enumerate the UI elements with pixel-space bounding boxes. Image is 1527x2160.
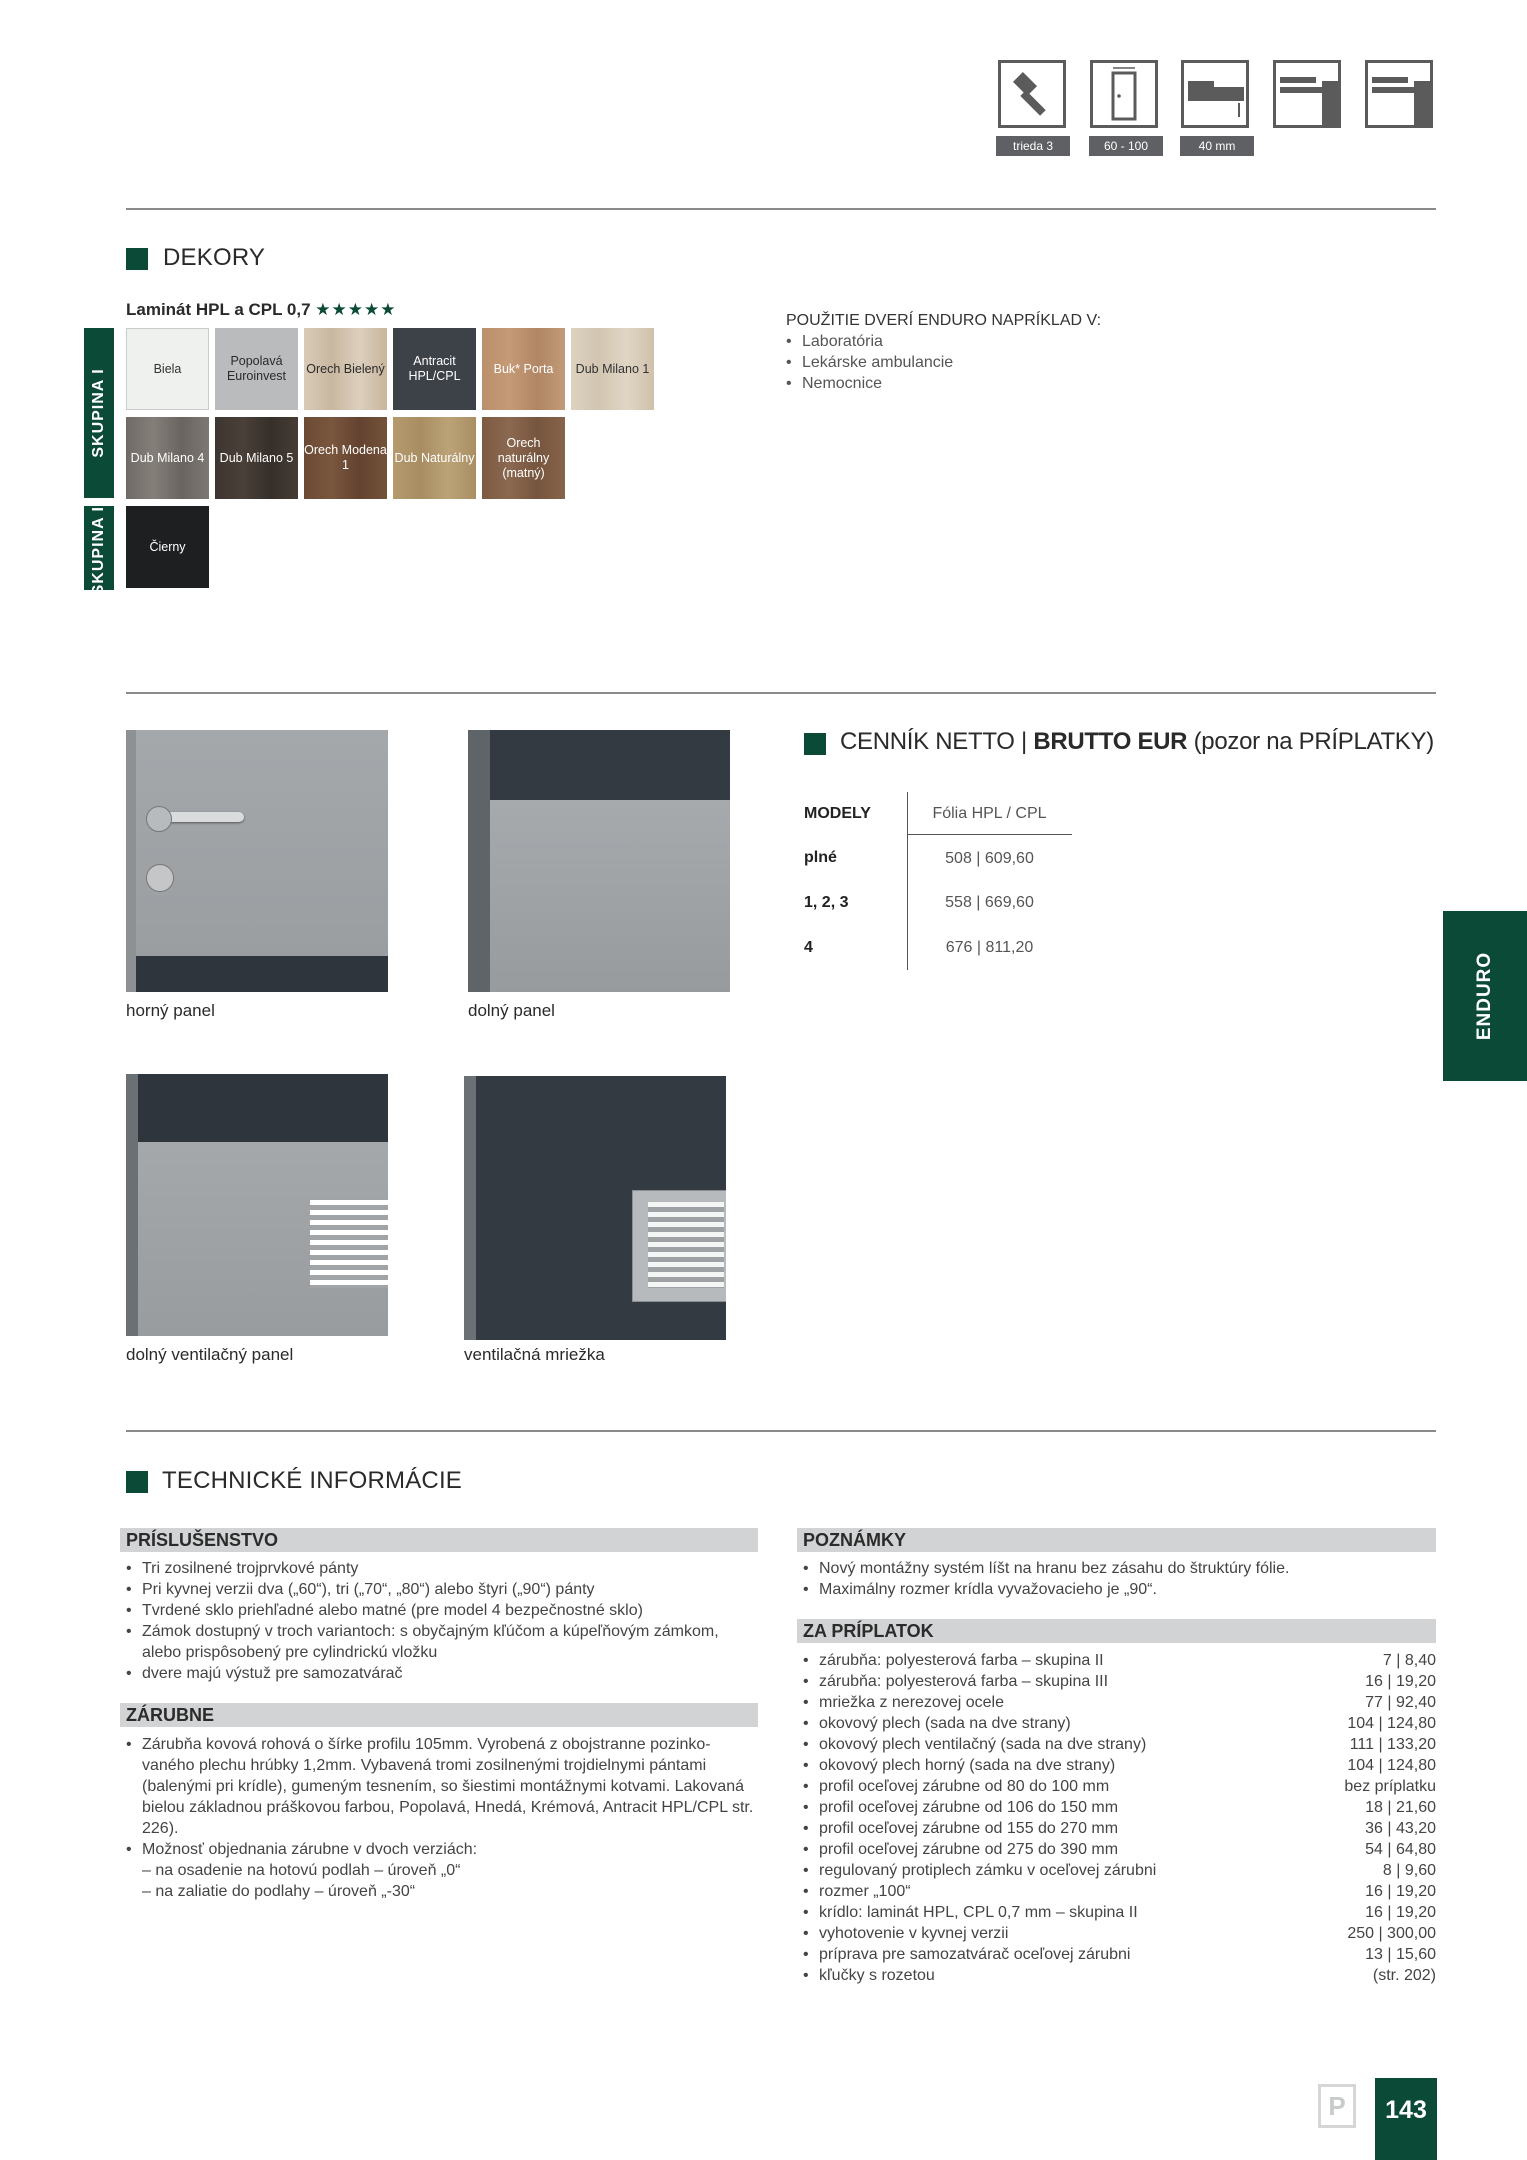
dekory-title: DEKORY bbox=[163, 244, 266, 271]
surcharge-price: 111 | 133,20 bbox=[1349, 1736, 1436, 1753]
surcharge-row bbox=[803, 1881, 1436, 1902]
notes-header: POZNÁMKY bbox=[797, 1528, 1436, 1552]
usage-item: • Lekárske ambulancie bbox=[786, 352, 1101, 373]
section-marker bbox=[126, 1471, 148, 1493]
divider bbox=[126, 208, 1436, 210]
caption-dolny: dolný panel bbox=[468, 1001, 555, 1020]
brand-logo: P bbox=[1318, 2084, 1356, 2128]
swatch-biela[interactable]: Biela bbox=[126, 328, 209, 410]
surcharge-price: 250 | 300,00 bbox=[1347, 1925, 1436, 1942]
usage-title: POUŽITIE DVERÍ ENDURO NAPRÍKLAD V: bbox=[786, 312, 1102, 329]
price-row-model: plné bbox=[804, 849, 837, 866]
price-table bbox=[804, 792, 1072, 970]
swatch-buk-porta[interactable]: Buk* Porta bbox=[482, 328, 565, 410]
surcharge-price: 18 | 21,60 bbox=[1365, 1799, 1436, 1816]
usage-block bbox=[786, 310, 1101, 394]
swatch-orech-bieleny[interactable]: Orech Bielený bbox=[304, 328, 387, 410]
price-row-value: 508 | 609,60 bbox=[945, 850, 1034, 867]
swatch-antracit[interactable]: Antracit HPL/CPL bbox=[393, 328, 476, 410]
width-tag: 60 - 100 bbox=[1089, 136, 1163, 156]
notes-list: • Nový montážny systém líšt na hranu bez zásahu do štruktúry fólie. • Maximálny rozmer krídla vyvažovacieho je „90“. bbox=[803, 1558, 1436, 1600]
surcharge-item: • profil oceľovej zárubne od 155 do 270 mm bbox=[803, 1818, 1118, 1839]
swatch-popolava[interactable]: Popolavá Euroinvest bbox=[215, 328, 298, 410]
surcharge-row bbox=[803, 1965, 1436, 1986]
surcharge-item: • zárubňa: polyesterová farba – skupina III bbox=[803, 1671, 1108, 1692]
laminate-label: Laminát HPL a CPL 0,7 ★★★★★ bbox=[126, 300, 397, 319]
surcharge-row bbox=[803, 1797, 1436, 1818]
surcharge-item: • okovový plech horný (sada na dve strany) bbox=[803, 1755, 1115, 1776]
surcharge-item: • okovový plech ventilačný (sada na dve strany) bbox=[803, 1734, 1146, 1755]
surcharge-item: • vyhotovenie v kyvnej verzii bbox=[803, 1923, 1008, 1944]
caption-mriezka: ventilačná mriežka bbox=[464, 1345, 605, 1364]
surcharge-header: ZA PRÍPLATOK bbox=[797, 1619, 1436, 1643]
surcharge-row bbox=[803, 1713, 1436, 1734]
thickness-tag: 40 mm bbox=[1180, 136, 1254, 156]
frames-list: • Zárubňa kovová rohová o šírke profilu 105mm. Vyrobená z obojstranne pozinko-vaného plechu hrúbky 1,2mm. Vybavená tromi zosilnenými trojdielnymi pántami (balenými pri krídle), gumeným tesnením, so šiestimi montážnymi kotvami. Lakovaná bielou základnou práškovou farbou, Popolavá, Hnedá, Krémová, Antracit HPL/CPL str. 226). • Možnosť objednania zárubne v dvoch verziách: – na osadenie na hotovú podlah – úroveň „0“ – na zaliatie do podlahy – úroveň „-30“ bbox=[126, 1734, 756, 1902]
keyhole-icon bbox=[146, 864, 174, 892]
surcharge-price: 104 | 124,80 bbox=[1347, 1715, 1436, 1732]
usage-item: • Nemocnice bbox=[786, 373, 1101, 394]
surcharge-price: bez príplatku bbox=[1344, 1778, 1436, 1795]
surcharge-item: • profil oceľovej zárubne od 275 do 390 mm bbox=[803, 1839, 1118, 1860]
vent-grille-icon bbox=[648, 1202, 724, 1288]
col-header-foil: Fólia HPL / CPL bbox=[932, 805, 1047, 822]
surcharge-row bbox=[803, 1839, 1436, 1860]
swatch-dub-milano-4[interactable]: Dub Milano 4 bbox=[126, 417, 209, 499]
panel-image-horny bbox=[126, 730, 388, 992]
caption-ventilacny: dolný ventilačný panel bbox=[126, 1345, 294, 1364]
surcharge-price: 16 | 19,20 bbox=[1365, 1904, 1436, 1921]
surcharge-item: • zárubňa: polyesterová farba – skupina II bbox=[803, 1650, 1104, 1671]
surcharge-price: 13 | 15,60 bbox=[1365, 1946, 1436, 1963]
surcharge-price: 16 | 19,20 bbox=[1365, 1673, 1436, 1690]
surcharge-row bbox=[803, 1944, 1436, 1965]
surcharge-item: • kľučky s rozetou bbox=[803, 1965, 935, 1986]
swatch-dub-milano-5[interactable]: Dub Milano 5 bbox=[215, 417, 298, 499]
surcharge-item: • profil oceľovej zárubne od 80 do 100 mm bbox=[803, 1776, 1109, 1797]
surcharge-row bbox=[803, 1902, 1436, 1923]
surcharge-item: • príprava pre samozatvárač oceľovej zárubni bbox=[803, 1944, 1130, 1965]
surcharge-price: 104 | 124,80 bbox=[1347, 1757, 1436, 1774]
tech-title: TECHNICKÉ INFORMÁCIE bbox=[162, 1467, 463, 1494]
surcharge-item: • regulovaný protiplech zámku v oceľovej zárubni bbox=[803, 1860, 1156, 1881]
surcharge-list bbox=[803, 1650, 1436, 1986]
door-thickness-icon bbox=[1181, 60, 1249, 128]
rating-stars: ★★★★★ bbox=[315, 300, 397, 319]
frame-profile-alt-icon bbox=[1365, 60, 1433, 128]
surcharge-row bbox=[803, 1734, 1436, 1755]
section-marker bbox=[804, 733, 826, 755]
vent-slots-icon bbox=[310, 1200, 388, 1288]
surcharge-item: • rozmer „100“ bbox=[803, 1881, 911, 1902]
surcharge-row bbox=[803, 1650, 1436, 1671]
panel-image-ventilacny bbox=[126, 1074, 388, 1336]
group2-label: SKUPINA II bbox=[84, 506, 114, 590]
surcharge-row bbox=[803, 1692, 1436, 1713]
panel-image-mriezka bbox=[464, 1076, 726, 1340]
section-marker bbox=[126, 248, 148, 270]
surcharge-row bbox=[803, 1818, 1436, 1839]
surcharge-price: 8 | 9,60 bbox=[1382, 1862, 1436, 1879]
swatch-dub-milano-1[interactable]: Dub Milano 1 bbox=[571, 328, 654, 410]
pricelist-title: CENNÍK NETTO | BRUTTO EUR (pozor na PRÍPLATKY) bbox=[840, 728, 1434, 755]
divider bbox=[126, 692, 1436, 694]
panel-image-dolny bbox=[468, 730, 730, 992]
door-width-icon bbox=[1090, 60, 1158, 128]
price-row-model: 4 bbox=[804, 939, 813, 956]
price-row-model: 1, 2, 3 bbox=[804, 894, 849, 911]
divider bbox=[126, 1430, 1436, 1432]
surcharge-row bbox=[803, 1755, 1436, 1776]
accessories-header: PRÍSLUŠENSTVO bbox=[120, 1528, 758, 1552]
surcharge-item: • krídlo: laminát HPL, CPL 0,7 mm – skupina II bbox=[803, 1902, 1138, 1923]
surcharge-row bbox=[803, 1923, 1436, 1944]
surcharge-price: (str. 202) bbox=[1372, 1967, 1436, 1984]
col-header-model: MODELY bbox=[804, 805, 871, 822]
class-tag: trieda 3 bbox=[996, 136, 1070, 156]
usage-item: • Laboratória bbox=[786, 331, 1101, 352]
surcharge-item: • mriežka z nerezovej ocele bbox=[803, 1692, 1004, 1713]
surcharge-price: 16 | 19,20 bbox=[1365, 1883, 1436, 1900]
frames-header: ZÁRUBNE bbox=[120, 1703, 758, 1727]
swatch-dub-naturalny[interactable]: Dub Naturálny bbox=[393, 417, 476, 499]
group1-label: SKUPINA I bbox=[84, 328, 114, 498]
surcharge-price: 54 | 64,80 bbox=[1365, 1841, 1436, 1858]
surcharge-row bbox=[803, 1776, 1436, 1797]
swatch-orech-modena[interactable]: Orech Modena 1 bbox=[304, 417, 387, 499]
caption-horny: horný panel bbox=[126, 1001, 215, 1020]
surcharge-row bbox=[803, 1671, 1436, 1692]
surcharge-item: • profil oceľovej zárubne od 106 do 150 mm bbox=[803, 1797, 1118, 1818]
surcharge-price: 77 | 92,40 bbox=[1365, 1694, 1436, 1711]
swatch-cierny[interactable]: Čierny bbox=[126, 506, 209, 588]
surcharge-row bbox=[803, 1860, 1436, 1881]
surcharge-item: • okovový plech (sada na dve strany) bbox=[803, 1713, 1071, 1734]
swatch-orech-naturalny[interactable]: Orech naturálny (matný) bbox=[482, 417, 565, 499]
surcharge-price: 36 | 43,20 bbox=[1365, 1820, 1436, 1837]
price-row-value: 676 | 811,20 bbox=[945, 939, 1034, 956]
hammer-icon bbox=[998, 60, 1066, 128]
frame-profile-icon bbox=[1273, 60, 1341, 128]
accessories-list: • Tri zosilnené trojprvkové pánty • Pri kyvnej verzii dva („60“), tri („70“, „80“) alebo štyri („90“) pánty • Tvrdené sklo priehľadné alebo matné (pre model 4 bezpečnostné sklo) • Zámok dostupný v troch variantoch: s obyčajným kľúčom a kúpeľňovým zámkom, alebo prispôsobený pre cylindrickú vložku • dvere majú výstuž pre samozatvárač bbox=[126, 1558, 756, 1684]
surcharge-price: 7 | 8,40 bbox=[1382, 1652, 1436, 1669]
page-number: 143 bbox=[1375, 2078, 1437, 2160]
side-tab-enduro[interactable]: ENDURO bbox=[1443, 911, 1527, 1081]
price-row-value: 558 | 669,60 bbox=[945, 894, 1034, 911]
